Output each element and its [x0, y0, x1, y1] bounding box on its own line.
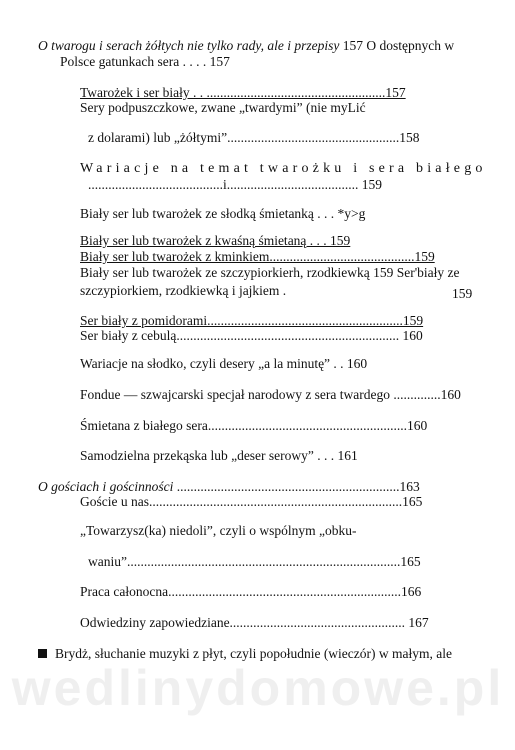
toc-entry: z dolarami) lub „żółtymi”...................................................158 — [88, 130, 420, 145]
toc-entry: Sery podpuszczkowe, zwane „twardymi” (nie myLić — [80, 100, 366, 115]
toc-entry-italic: O gościach i gościnności — [38, 479, 174, 494]
toc-entry: waniu”.................................................................................165 — [88, 554, 421, 569]
toc-entry-rest: 157 O dostępnych w — [339, 38, 455, 53]
toc-entry: Wariacje na słodko, czyli desery „a la minutę” . . 160 — [80, 356, 368, 371]
toc-entry: Biały ser lub twarożek z kminkiem...........................................159 — [80, 249, 435, 264]
toc-entry: Samodzielna przekąska lub „deser serowy” . . . 161 — [80, 448, 358, 463]
bullet-square-icon — [38, 649, 47, 658]
toc-entry: Biały ser lub twarożek ze słodką śmietanką . . . *y>g — [80, 206, 366, 221]
toc-entry: Biały ser lub twarożek z kwaśną śmietaną . . . 159 — [80, 233, 351, 248]
toc-entry: Twarożek i ser biały . . .....................................................157 — [80, 85, 406, 100]
toc-entry: Goście u nas...........................................................................165 — [80, 494, 423, 509]
toc-entry: Biały ser lub twarożek ze szczypiorkierh, rzodkiewką 159 Ser'biały ze — [80, 265, 460, 280]
toc-entry: Fondue — szwajcarski specjał narodowy z sera twardego ..............160 — [80, 387, 461, 402]
toc-entry-rest: ..................................................................163 — [173, 479, 420, 494]
toc-entry: ........................................i....................................... 159 — [88, 177, 383, 192]
toc-heading: Wariacje na temat twarożku i sera białego — [80, 161, 487, 176]
toc-entry — [38, 479, 420, 495]
toc-entry: Ser biały z cebulą.................................................................. 160 — [80, 328, 423, 343]
toc-entry: Śmietana z białego sera...........................................................160 — [80, 418, 428, 433]
toc-entry: Ser biały z pomidorami..........................................................159 — [80, 313, 424, 328]
toc-entry: Odwiedziny zapowiedziane.................................................... 167 — [80, 615, 429, 630]
toc-entry-italic: O twarogu i serach żółtych nie tylko rady, ale i przepisy — [38, 38, 340, 53]
toc-entry — [38, 646, 452, 662]
toc-entry: szczypiorkiem, rzodkiewką i jajkiem . — [80, 283, 287, 298]
toc-entry-text: Brydż, słuchanie muzyki z płyt, czyli popołudnie (wieczór) w małym, ale — [55, 646, 453, 661]
toc-entry: Praca całonocna.....................................................................166 — [80, 584, 422, 599]
toc-entry: „Towarzysz(ka) niedoli”, czyli o wspólnym „obku- — [80, 523, 357, 538]
watermark: wedlinydomowe.pl — [11, 660, 505, 716]
toc-entry — [38, 38, 454, 54]
page-number: 159 — [452, 286, 473, 301]
toc-entry: Polsce gatunkach sera . . . . 157 — [60, 54, 230, 69]
